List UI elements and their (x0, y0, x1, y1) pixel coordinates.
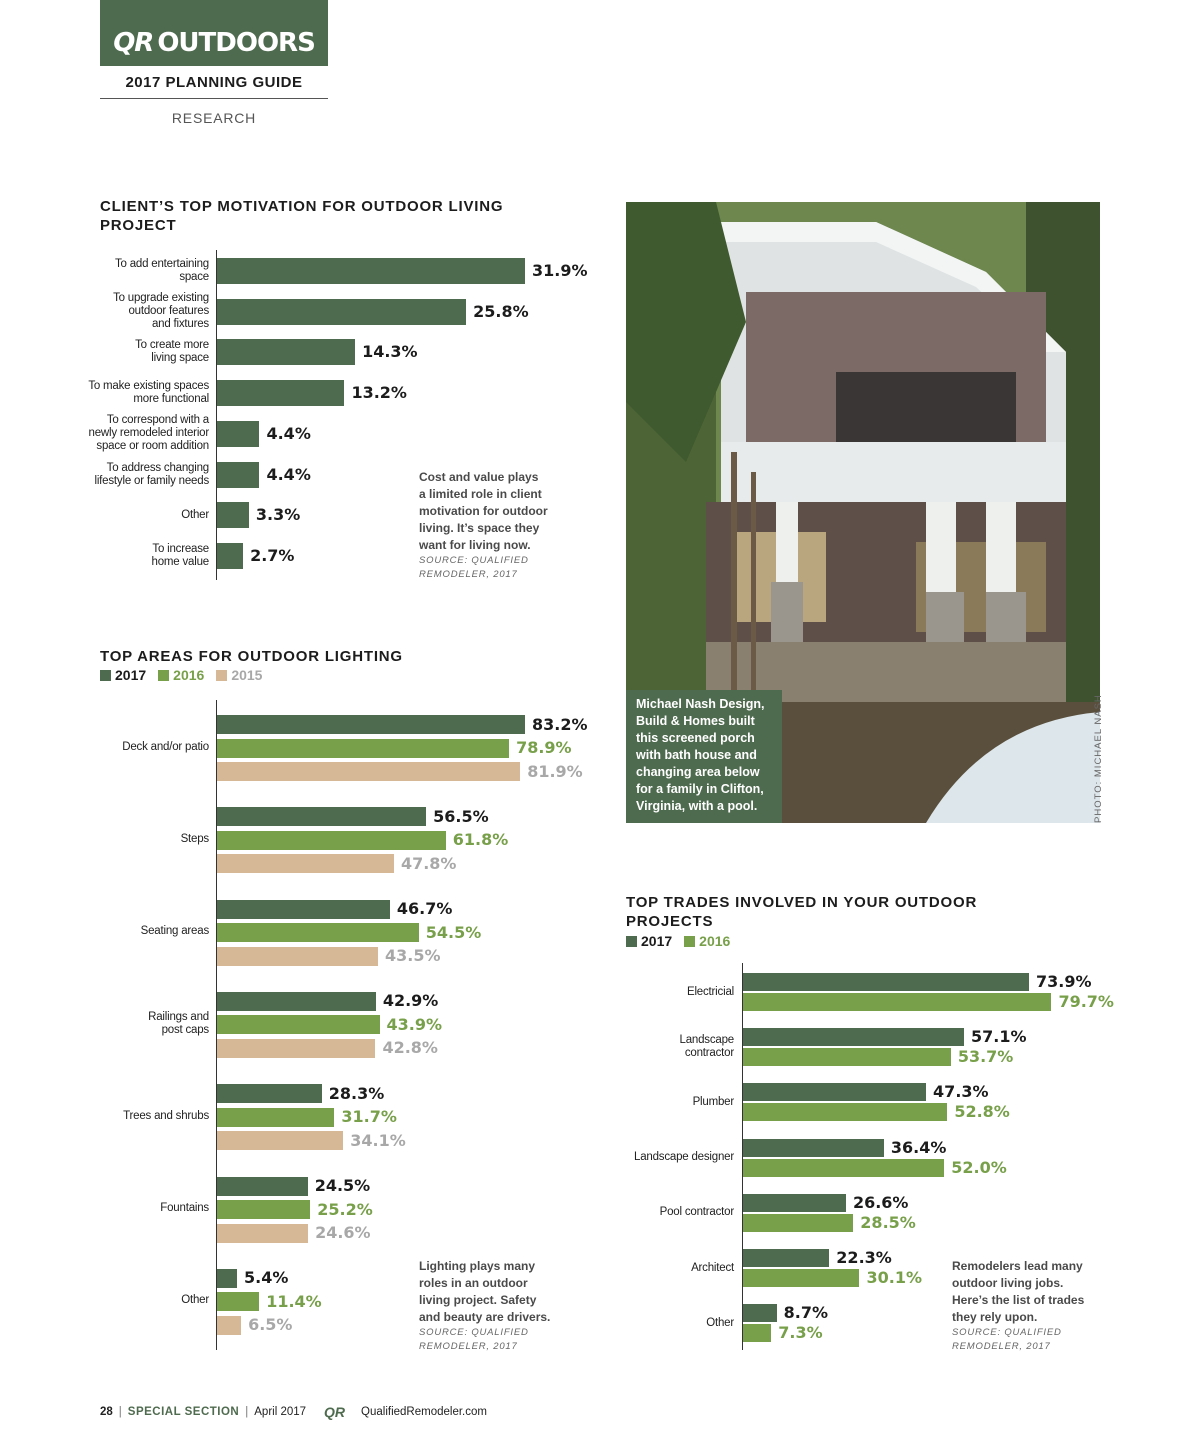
trades-value-label-2017: 8.7% (783, 1303, 829, 1323)
lighting-bar-2016 (217, 1015, 380, 1034)
footer-site-link[interactable]: QualifiedRemodeler.com (361, 1406, 487, 1418)
legend-label-2015: 2015 (231, 667, 263, 683)
lighting-value-label-2017: 56.5% (433, 806, 489, 826)
lighting-bar-2017 (217, 807, 426, 826)
motivation-category-label (59, 258, 209, 284)
lighting-bar-2015 (217, 762, 520, 781)
lighting-bar-2016 (217, 1108, 334, 1127)
caption-line: with bath house and (636, 748, 757, 762)
category-label-line: Other (706, 1316, 734, 1329)
lighting-value-label-2015: 42.8% (382, 1038, 438, 1058)
trades-bar-2016 (743, 1269, 859, 1287)
trades-bar-2016 (743, 1214, 853, 1232)
category-label-line: Other (181, 508, 209, 521)
trades-category-label (604, 1096, 734, 1109)
lighting-value-label-2017: 83.2% (532, 714, 588, 734)
category-label-line: To address changing (106, 461, 209, 474)
motivation-category-label (59, 339, 209, 365)
category-label-line: Fountains (160, 1202, 209, 1214)
lighting-legend (100, 667, 262, 683)
motivation-bar (217, 258, 525, 284)
note-line: outdoor living jobs. (952, 1276, 1064, 1290)
legend-item-2017 (100, 667, 146, 683)
lighting-bar-2017 (217, 1177, 308, 1196)
lighting-bar-2016 (217, 1292, 259, 1311)
lighting-bar-2016 (217, 831, 446, 850)
category-label-line: newly remodeled interior (88, 427, 209, 440)
masthead-logo (100, 0, 328, 66)
lighting-category-label (59, 1202, 209, 1215)
footer-logo: QR (324, 1404, 346, 1420)
caption-line: for a family in Clifton, (636, 782, 764, 796)
trades-legend-swatch-2016 (684, 936, 695, 947)
category-label-line: To add entertaining (114, 258, 209, 270)
caption-line: this screened porch (636, 731, 755, 745)
motivation-value-label: 4.4% (266, 423, 311, 443)
category-label-line: lifestyle or family needs (94, 474, 209, 487)
motivation-chart-title: CLIENT’S TOP MOTIVATION FOR OUTDOOR LIVING PROJECT (100, 198, 504, 234)
category-label-line: Architect (691, 1261, 734, 1274)
trades-bar-2016 (743, 1103, 947, 1121)
trades-value-label-2016: 30.1% (866, 1268, 922, 1287)
motivation-value-label: 14.3% (362, 342, 418, 362)
lighting-chart-title: TOP AREAS FOR OUTDOOR LIGHTING (100, 648, 403, 665)
trades-bar-2017 (743, 1249, 829, 1267)
note-line: Remodelers lead many (952, 1259, 1083, 1273)
masthead-brand: QR (113, 28, 154, 58)
lighting-value-label-2016: 61.8% (452, 830, 509, 850)
lighting-bar-2016 (217, 1200, 310, 1219)
note-source-line: REMODELER, 2017 (419, 569, 518, 580)
legend-label-2017: 2017 (115, 667, 147, 683)
note-line: and beauty are drivers. (419, 1310, 551, 1324)
lighting-bar-2017 (217, 715, 525, 734)
note-source-line: SOURCE: QUALIFIED (419, 1327, 529, 1338)
trades-value-label-2016: 53.7% (957, 1047, 1014, 1067)
motivation-value-label: 3.3% (255, 505, 301, 525)
category-label-line: Electricial (686, 985, 734, 998)
category-label-line: and fixtures (151, 318, 209, 331)
note-source-line: REMODELER, 2017 (419, 1341, 518, 1352)
footer-section: SPECIAL SECTION (127, 1406, 240, 1418)
lighting-value-label-2015: 24.6% (315, 1223, 371, 1242)
note-line: they rely upon. (952, 1310, 1038, 1324)
photo-caption (626, 690, 782, 823)
lighting-bar-2017 (217, 900, 390, 919)
trades-bar-2017 (743, 1083, 926, 1101)
category-label-line: Railings and (148, 1010, 209, 1023)
category-label-line: outdoor features (128, 305, 209, 318)
caption-line: Michael Nash Design, (636, 697, 765, 711)
caption-line: changing area below (636, 765, 760, 779)
motivation-bar (217, 380, 344, 406)
trades-value-label-2017: 73.9% (1036, 972, 1092, 991)
lighting-category-label (59, 833, 209, 846)
category-label-line: To increase (152, 542, 209, 555)
trades-note (952, 1258, 1122, 1354)
category-label-line: Seating areas (140, 925, 209, 938)
note-line: a limited role in client (419, 487, 542, 501)
trades-bar-2017 (743, 1028, 964, 1046)
lighting-bar-2017 (217, 992, 376, 1011)
lighting-value-label-2016: 78.9% (516, 738, 572, 757)
motivation-category-label (59, 462, 209, 488)
lighting-bar-2015 (217, 854, 394, 873)
trades-bar-2017 (743, 1139, 884, 1157)
lighting-value-label-2016: 25.2% (317, 1199, 373, 1219)
lighting-value-label-2015: 47.8% (400, 853, 457, 873)
lighting-value-label-2017: 24.5% (314, 1176, 371, 1195)
note-line: Here’s the list of trades (952, 1293, 1085, 1307)
category-label-line: To create more (135, 339, 209, 352)
trades-value-label-2016: 7.3% (778, 1323, 823, 1343)
masthead-title: OUTDOORS (157, 28, 315, 58)
category-label-line: To make existing spaces (88, 380, 209, 393)
page-footer (100, 1404, 487, 1420)
note-source-line: SOURCE: QUALIFIED (419, 555, 529, 566)
motivation-bar (217, 339, 355, 365)
photo-credit: PHOTO: MICHAEL NASH (1093, 694, 1104, 823)
page-number: 28 (100, 1406, 113, 1418)
category-label-line: Trees and shrubs (123, 1109, 209, 1122)
footer-date: April 2017 (254, 1406, 307, 1418)
motivation-bar (217, 299, 466, 325)
legend-item-2016 (158, 667, 204, 683)
category-label-line: living space (151, 352, 209, 365)
category-label-line: To upgrade existing (113, 292, 209, 305)
lighting-note (419, 1258, 589, 1354)
motivation-value-label: 31.9% (532, 261, 588, 280)
lighting-value-label-2015: 81.9% (527, 761, 583, 781)
note-source-line: REMODELER, 2017 (952, 1341, 1051, 1352)
motivation-bar (217, 502, 249, 528)
note-line: Cost and value plays (419, 470, 539, 484)
note-line: motivation for outdoor (419, 504, 548, 518)
trades-legend-item-2017 (626, 933, 672, 949)
motivation-category-label (59, 509, 209, 522)
trades-value-label-2017: 22.3% (836, 1248, 892, 1267)
trades-value-label-2017: 47.3% (933, 1082, 989, 1102)
trades-legend-item-2016 (684, 933, 730, 949)
trades-category-label (604, 986, 734, 999)
lighting-value-label-2017: 46.7% (396, 899, 453, 919)
trades-category-label (604, 1151, 734, 1164)
lighting-value-label-2016: 54.5% (425, 922, 482, 942)
category-label-line: space or room addition (96, 440, 209, 453)
category-label-line: Landscape (679, 1034, 734, 1047)
motivation-bar (217, 421, 259, 447)
lighting-bar-2017 (217, 1269, 237, 1288)
motivation-category-label (59, 543, 209, 569)
legend-swatch-2016 (158, 670, 169, 681)
lighting-bar-2015 (217, 947, 378, 966)
motivation-value-label: 25.8% (473, 301, 529, 321)
trades-legend (626, 933, 730, 949)
lighting-value-label-2017: 42.9% (382, 991, 439, 1011)
trades-bar-2017 (743, 1304, 777, 1322)
lighting-category-label (59, 1011, 209, 1037)
motivation-note (419, 469, 589, 582)
section-label: RESEARCH (171, 110, 257, 126)
lighting-bar-2017 (217, 1084, 322, 1103)
note-line: roles in an outdoor (419, 1276, 528, 1290)
trades-category-label (604, 1206, 734, 1219)
caption-line: Build & Homes built (636, 714, 755, 728)
trades-category-label (604, 1262, 734, 1275)
footer-separator: | (245, 1406, 249, 1418)
note-source-line: SOURCE: QUALIFIED (952, 1327, 1062, 1338)
lighting-value-label-2016: 11.4% (266, 1291, 322, 1311)
lighting-bar-2015 (217, 1039, 375, 1058)
category-label-line: home value (151, 555, 209, 568)
note-line: living. It’s space they (419, 521, 540, 535)
caption-line: Virginia, with a pool. (636, 799, 758, 813)
category-label-line: post caps (161, 1023, 209, 1036)
lighting-bar-2015 (217, 1131, 343, 1150)
lighting-value-label-2015: 6.5% (248, 1315, 293, 1335)
trades-bar-2016 (743, 1048, 951, 1066)
lighting-bar-2016 (217, 739, 509, 758)
legend-item-2015 (216, 667, 262, 683)
trades-value-label-2016: 52.0% (951, 1157, 1007, 1177)
trades-value-label-2016: 79.7% (1058, 992, 1114, 1011)
trades-category-label (604, 1317, 734, 1330)
note-line: living project. Safety (419, 1293, 537, 1307)
category-label-line: Pool contractor (659, 1206, 734, 1219)
footer-separator: | (118, 1406, 122, 1418)
lighting-category-label (59, 925, 209, 938)
category-label-line: more functional (133, 393, 209, 406)
note-line: want for living now. (419, 538, 531, 552)
category-label-line: space (179, 271, 209, 283)
category-label-line: Other (181, 1294, 209, 1307)
trades-value-label-2016: 28.5% (860, 1212, 916, 1232)
lighting-bar-2016 (217, 923, 419, 942)
trades-chart-title: TOP TRADES INVOLVED IN YOUR OUTDOOR PROJECTS (626, 894, 978, 930)
trades-category-label (604, 1034, 734, 1060)
lighting-value-label-2016: 43.9% (386, 1014, 443, 1034)
category-label-line: Plumber (692, 1095, 734, 1108)
masthead-subtitle: 2017 PLANNING GUIDE (100, 74, 328, 99)
legend-label-2016: 2016 (173, 667, 205, 683)
category-label-line: To correspond with a (106, 414, 209, 427)
trades-value-label-2016: 52.8% (954, 1102, 1010, 1122)
trades-bar-2016 (743, 1324, 771, 1342)
trades-legend-label-2016: 2016 (699, 933, 731, 949)
trades-value-label-2017: 36.4% (890, 1137, 947, 1157)
motivation-bar (217, 543, 243, 569)
motivation-bar (217, 462, 259, 488)
lighting-bar-2015 (217, 1224, 308, 1243)
motivation-category-label (59, 414, 209, 453)
lighting-value-label-2017: 5.4% (243, 1268, 289, 1288)
trades-value-label-2017: 26.6% (852, 1192, 909, 1212)
lighting-value-label-2015: 34.1% (350, 1130, 406, 1150)
trades-bar-2016 (743, 1159, 944, 1177)
legend-swatch-2015 (216, 670, 227, 681)
trades-value-label-2017: 57.1% (970, 1027, 1027, 1047)
lighting-category-label (59, 1294, 209, 1307)
trades-bar-2016 (743, 993, 1051, 1011)
lighting-category-label (59, 1110, 209, 1123)
motivation-value-label: 2.7% (250, 545, 295, 565)
motivation-category-label (59, 292, 209, 331)
motivation-value-label: 13.2% (351, 383, 407, 403)
trades-legend-label-2017: 2017 (641, 933, 673, 949)
trades-bar-2017 (743, 973, 1029, 991)
trades-legend-swatch-2017 (626, 936, 637, 947)
legend-swatch-2017 (100, 670, 111, 681)
lighting-category-label (59, 741, 209, 754)
lighting-value-label-2015: 43.5% (385, 946, 441, 966)
motivation-category-label (59, 380, 209, 406)
trades-bar-2017 (743, 1194, 846, 1212)
lighting-value-label-2017: 28.3% (328, 1083, 385, 1103)
category-label-line: Deck and/or patio (122, 740, 209, 753)
lighting-bar-2015 (217, 1316, 241, 1335)
motivation-value-label: 4.4% (266, 464, 311, 484)
category-label-line: Landscape designer (634, 1151, 734, 1164)
category-label-line: contractor (684, 1047, 734, 1060)
note-line: Lighting plays many (419, 1259, 536, 1273)
lighting-value-label-2016: 31.7% (341, 1107, 397, 1127)
category-label-line: Steps (180, 832, 209, 845)
